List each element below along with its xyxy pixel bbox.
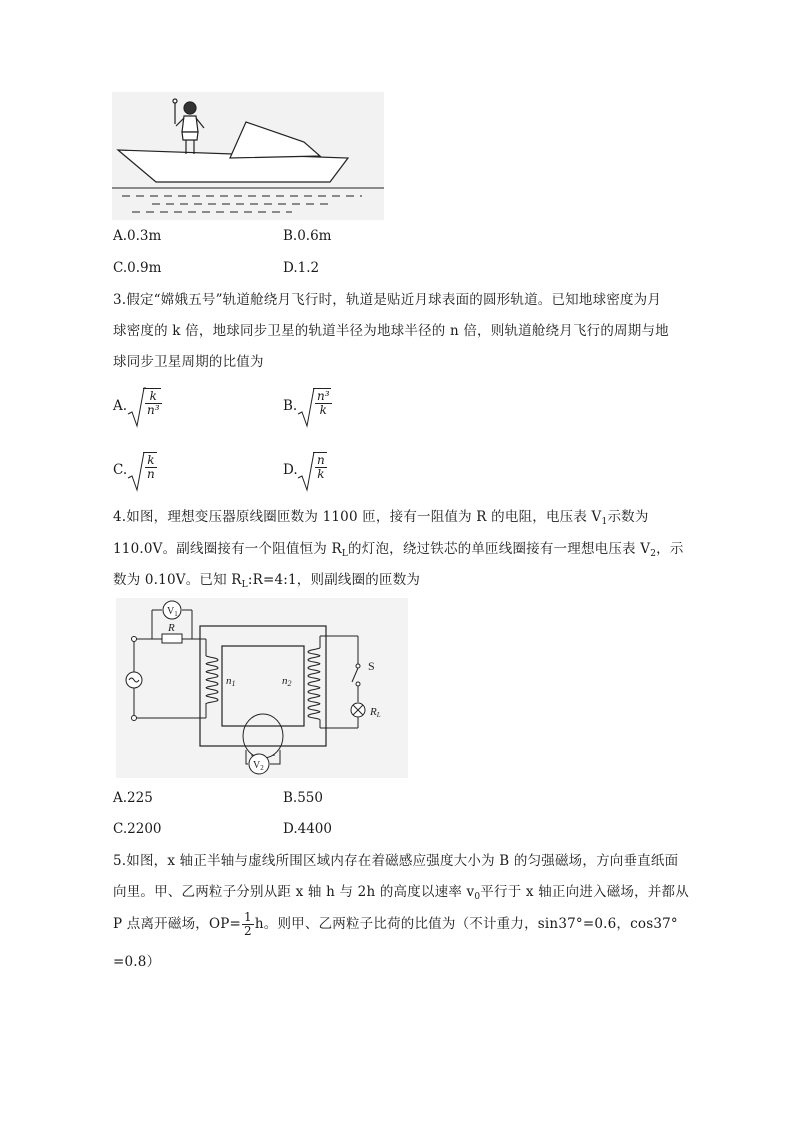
q3-option-d-num: n	[317, 453, 325, 467]
q4-option-b[interactable]: B.550	[283, 790, 323, 806]
transformer-diagram	[116, 598, 408, 778]
q3-option-b-label: B.	[283, 398, 298, 414]
sqrt-icon	[296, 386, 316, 430]
resistor-label: R	[168, 622, 175, 634]
q3-option-c-num: k	[145, 454, 157, 468]
boat-figure	[112, 92, 384, 220]
q4-option-c[interactable]: C.2200	[113, 821, 162, 837]
q5-stem-line-2: 向里。甲、乙两粒子分别从距 x 轴 h 与 2h 的高度以速率 $v_0$平行于 x 轴正向进入磁场，并都从	[113, 884, 689, 902]
q3-option-a-label: A.	[113, 398, 128, 414]
q4-option-a[interactable]: A.225	[113, 790, 153, 806]
q2-option-a[interactable]: A.0.3m	[113, 228, 162, 244]
q2-option-c[interactable]: C.0.9m	[113, 260, 162, 276]
coil-n1-label: n1	[226, 675, 236, 688]
q3-option-b-den: k	[319, 403, 327, 417]
q3-stem-line-2: 球密度的 k 倍，地球同步卫星的轨道半径为地球半径的 n 倍，则轨道舱绕月飞行的周期与地	[113, 323, 669, 339]
q4-option-d[interactable]: D.4400	[283, 821, 332, 837]
q3-option-d-den: k	[317, 467, 325, 481]
sqrt-icon	[126, 450, 146, 494]
resistor-r	[162, 634, 182, 643]
q3-option-d-label: D.	[283, 462, 298, 478]
q5-stem-line-3: P 点离开磁场，OP= $\frac{1}{2}$ h。则甲、乙两粒子比荷的比值为（不计重力，sin37°=0.6，cos37°	[113, 910, 678, 938]
q3-option-c-label: C.	[113, 462, 128, 478]
q3-option-b-num: n³	[317, 389, 330, 403]
q2-option-d[interactable]: D.1.2	[283, 260, 320, 276]
q4-stem-line-3: 数为 0.10V。已知 $R_L:R=4:1$，则副线圈的匝数为	[113, 572, 421, 590]
q4-stem-line-2: 110.0V。副线圈接有一个阻值恒为 $R_L$的灯泡，绕过铁芯的单匝线圈接有一理想电压表 $V_2$，示	[113, 541, 684, 559]
q3-option-c-den: n	[147, 467, 155, 481]
sqrt-icon	[126, 386, 146, 430]
q3-stem-line-1: 3.假定“嫦娥五号”轨道舱绕月飞行时，轨道是贴近月球表面的圆形轨道。已知地球密度为月	[113, 292, 662, 308]
sqrt-icon	[296, 450, 316, 494]
q5-stem-line-4: =0.8）	[113, 954, 161, 970]
voltmeter-v1-label: $V_1$	[167, 606, 178, 618]
coil-n2-label: n2	[282, 675, 292, 688]
voltmeter-v2-label: $V_2$	[253, 760, 264, 772]
q5-stem-line-1: 5.如图，x 轴正半轴与虚线所围区域内存在着磁感应强度大小为 B 的匀强磁场，方向垂直纸面	[113, 853, 679, 869]
q3-stem-line-3: 球同步卫星周期的比值为	[113, 354, 264, 370]
q3-option-a-den: n³	[147, 403, 160, 417]
lamp-label: RL	[370, 706, 381, 719]
q3-option-a-num: k	[145, 390, 162, 404]
switch-label: S	[368, 659, 375, 673]
q4-stem-line-1: 4.如图，理想变压器原线圈匝数为 1100 匝，接有一阻值为 R 的电阻，电压表 $V_1$示数为	[113, 509, 649, 527]
q2-option-b[interactable]: B.0.6m	[283, 228, 332, 244]
fraction-one-half: $\frac{1}{2}$	[244, 910, 252, 938]
